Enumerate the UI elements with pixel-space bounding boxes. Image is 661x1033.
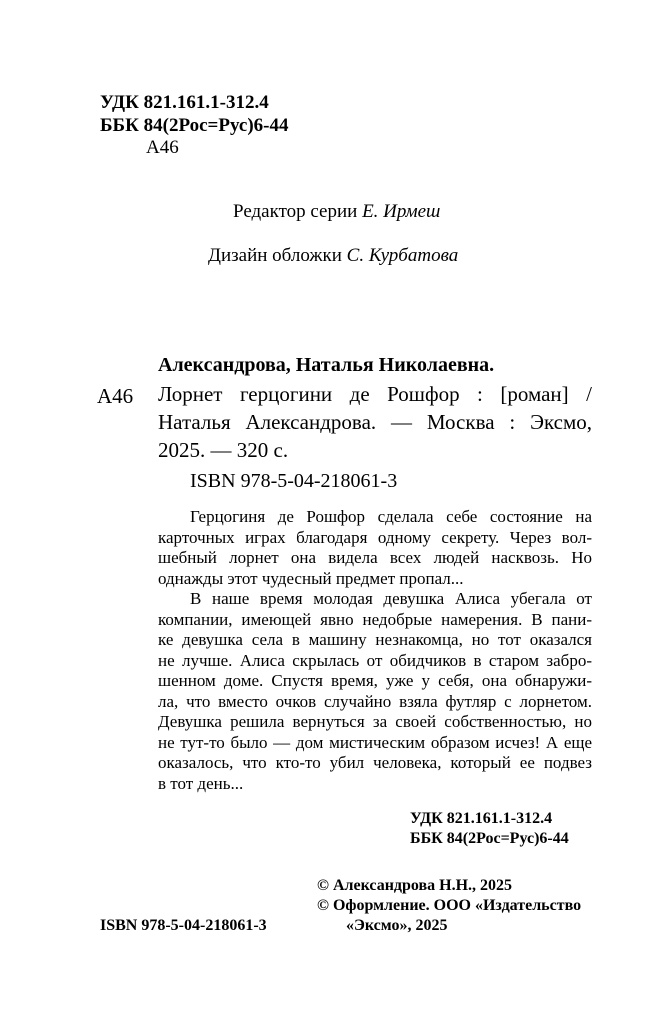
record-line: 2025. — 320 с. bbox=[158, 438, 289, 462]
cover-design-credit bbox=[208, 245, 458, 267]
series-editor-credit bbox=[233, 201, 440, 223]
record-isbn: ISBN 978-5-04-218061-3 bbox=[190, 470, 398, 492]
annotation-line: оказалось, что кто-то убил человека, который ее подвез bbox=[158, 753, 592, 772]
annotation-line: однажды этот чудесный предмет пропал... bbox=[158, 568, 464, 588]
annotation bbox=[158, 507, 592, 794]
annotation-line: Герцогиня де Рошфор сделала себе состояние на bbox=[190, 507, 592, 526]
record-line: Наталья Александрова. — Москва : Эксмо, bbox=[158, 410, 592, 434]
annotation-line: не тут-то было — дом мистическим образом исчез! А еще bbox=[158, 732, 592, 752]
bbk-code-bottom: ББК 84(2Рос=Рус)6-44 bbox=[410, 830, 569, 847]
annotation-line: в тот день... bbox=[158, 773, 244, 793]
annotation-line: ла, что вместо очков случайно взяла футляр с лорнетом. bbox=[158, 691, 592, 711]
series-editor-name: Е. Ирмеш bbox=[362, 201, 441, 222]
copyright-author: © Александрова Н.Н., 2025 bbox=[317, 877, 513, 894]
record-author-sign: А46 bbox=[97, 384, 134, 408]
record-line: Лорнет герцогини де Рошфор : [роман] / bbox=[158, 382, 592, 406]
annotation-line: В наше время молодая девушка Алиса убегала от bbox=[190, 589, 592, 608]
annotation-line: Девушка решила вернуться за своей собственностью, но bbox=[158, 712, 592, 731]
copyright-design-line-2: «Эксмо», 2025 bbox=[346, 917, 448, 934]
annotation-line: карточных играх благодаря одному секрету. Через вол- bbox=[158, 527, 592, 547]
bbk-code-top: ББК 84(2Рос=Рус)6-44 bbox=[100, 115, 289, 136]
udk-code-bottom: УДК 821.161.1-312.4 bbox=[410, 810, 553, 827]
annotation-line: шенном доме. Спустя время, уже у себя, она обнаружи- bbox=[158, 671, 592, 690]
cover-design-label: Дизайн обложки bbox=[208, 245, 347, 266]
annotation-line: ке девушка села в машину незнакомца, но тот оказался bbox=[158, 630, 592, 649]
isbn-bottom: ISBN 978-5-04-218061-3 bbox=[100, 917, 267, 934]
copyright-design-line-1: © Оформление. ООО «Издательство bbox=[317, 897, 582, 914]
udk-code-top: УДК 821.161.1-312.4 bbox=[100, 92, 269, 113]
author-sign-top: А46 bbox=[146, 137, 179, 158]
annotation-line: шебный лорнет она видела всех людей насквозь. Но bbox=[158, 548, 592, 567]
record-author: Александрова, Наталья Николаевна. bbox=[158, 354, 495, 376]
record-description bbox=[158, 380, 592, 464]
cover-design-name: С. Курбатова bbox=[346, 245, 459, 266]
annotation-line: не лучше. Алиса скрылась от обидчиков в старом забро- bbox=[158, 650, 592, 670]
annotation-line: компании, имеющей явно недобрые намерения. В пани- bbox=[158, 609, 592, 629]
series-editor-label: Редактор серии bbox=[233, 201, 363, 222]
